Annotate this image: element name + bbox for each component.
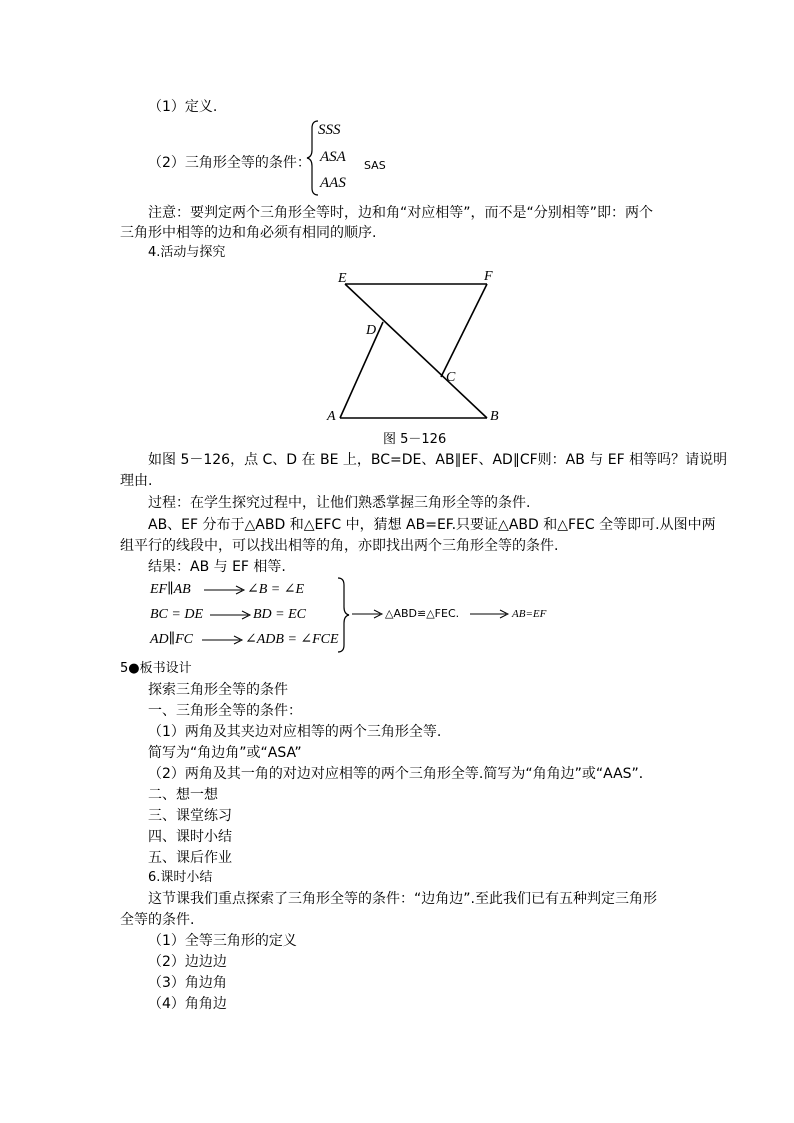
proof-row-1-left: EF∥AB <box>150 582 191 597</box>
proof-row-2-left: BC = DE <box>150 607 203 622</box>
proof-row-2-right: BD = EC <box>253 607 306 622</box>
proof-row-1-right: ∠B = ∠E <box>247 582 305 597</box>
board-sub-1b: 简写为“角边角”或“ASA” <box>148 745 302 761</box>
process-line: 过程：在学生探究过程中，让他们熟悉掌握三角形全等的条件. <box>148 495 531 511</box>
board-sub-2: （2）两角及其一角的对边对应相等的两个三角形全等.简写为“角角边”或“AAS”． <box>148 766 653 782</box>
figure-5-126 <box>320 262 510 426</box>
condition-asa: ASA <box>320 149 346 165</box>
summary-para-2: 全等的条件. <box>120 912 195 928</box>
congruence-conditions-label: （2）三角形全等的条件： <box>148 155 311 171</box>
arrow-icon <box>204 584 246 596</box>
condition-sas: SAS <box>364 159 386 172</box>
proof-final: AB=EF <box>512 608 547 620</box>
summary-para-1: 这节课我们重点探索了三角形全等的条件：“边角边”.至此我们已有五种判定三角形 <box>148 891 657 907</box>
board-item-1: 一、三角形全等的条件： <box>148 703 302 719</box>
point-label-a: A <box>327 409 336 424</box>
proof-row-3-left: AD∥FC <box>150 632 194 647</box>
summary-heading: 6.课时小结 <box>148 870 213 885</box>
proof-conclusion: △ABD≌△FEC. <box>385 607 460 620</box>
point-label-d: D <box>366 323 377 338</box>
point-label-f: F <box>484 269 493 284</box>
summary-item-1: （1）全等三角形的定义 <box>148 933 297 949</box>
result-line: 结果：AB 与 EF 相等. <box>148 559 286 575</box>
arrow-icon <box>352 608 384 620</box>
analysis-line-2: 组平行的线段中，可以找出相等的角，亦即找出两个三角形全等的条件. <box>120 538 559 554</box>
summary-item-2: （2）边边边 <box>148 954 227 970</box>
arrow-icon <box>202 634 244 646</box>
right-brace-icon <box>336 577 350 653</box>
summary-item-4: （4）角角边 <box>148 996 227 1012</box>
segment-fc <box>441 284 487 377</box>
board-item-3: 三、课堂练习 <box>148 808 232 824</box>
question-line-2: 理由. <box>120 473 153 489</box>
point-label-e: E <box>338 271 347 286</box>
board-title: 探索三角形全等的条件 <box>148 682 288 698</box>
board-item-4: 四、课时小结 <box>148 829 232 845</box>
summary-item-3: （3）角边角 <box>148 975 227 991</box>
question-line-1: 如图 5－126，点 C、D 在 BE 上，BC=DE、AB∥EF、AD∥CF则：AB 与 EF 相等吗？请说明 <box>148 452 728 468</box>
arrow-icon <box>470 608 510 620</box>
segment-eb <box>345 284 487 418</box>
arrow-icon <box>210 609 252 621</box>
board-heading: 5●板书设计 <box>120 661 192 676</box>
figure-caption: 图 5－126 <box>383 432 447 447</box>
board-sub-1: （1）两角及其夹边对应相等的两个三角形全等. <box>148 724 442 740</box>
board-item-5: 五、课后作业 <box>148 850 232 866</box>
condition-sss: SSS <box>318 122 341 138</box>
proof-row-3-right: ∠ADB = ∠FCE <box>245 632 339 647</box>
board-item-2: 二、想一想 <box>148 787 218 803</box>
note-line-1: 注意：要判定两个三角形全等时，边和角“对应相等”，而不是“分别相等”即：两个 <box>148 205 654 221</box>
definition-line: （1）定义. <box>148 99 218 115</box>
note-line-2: 三角形中相等的边和角必须有相同的顺序. <box>120 225 377 241</box>
analysis-line-1: AB、EF 分布于△ABD 和△EFC 中，猜想 AB=EF.只要证△ABD 和△FEC 全等即可.从图中两 <box>148 517 716 533</box>
condition-aas: AAS <box>320 175 346 191</box>
segment-ad <box>340 322 383 418</box>
point-label-b: B <box>490 409 499 424</box>
activity-heading: 4.活动与探究 <box>148 245 226 260</box>
point-label-c: C <box>446 370 456 385</box>
